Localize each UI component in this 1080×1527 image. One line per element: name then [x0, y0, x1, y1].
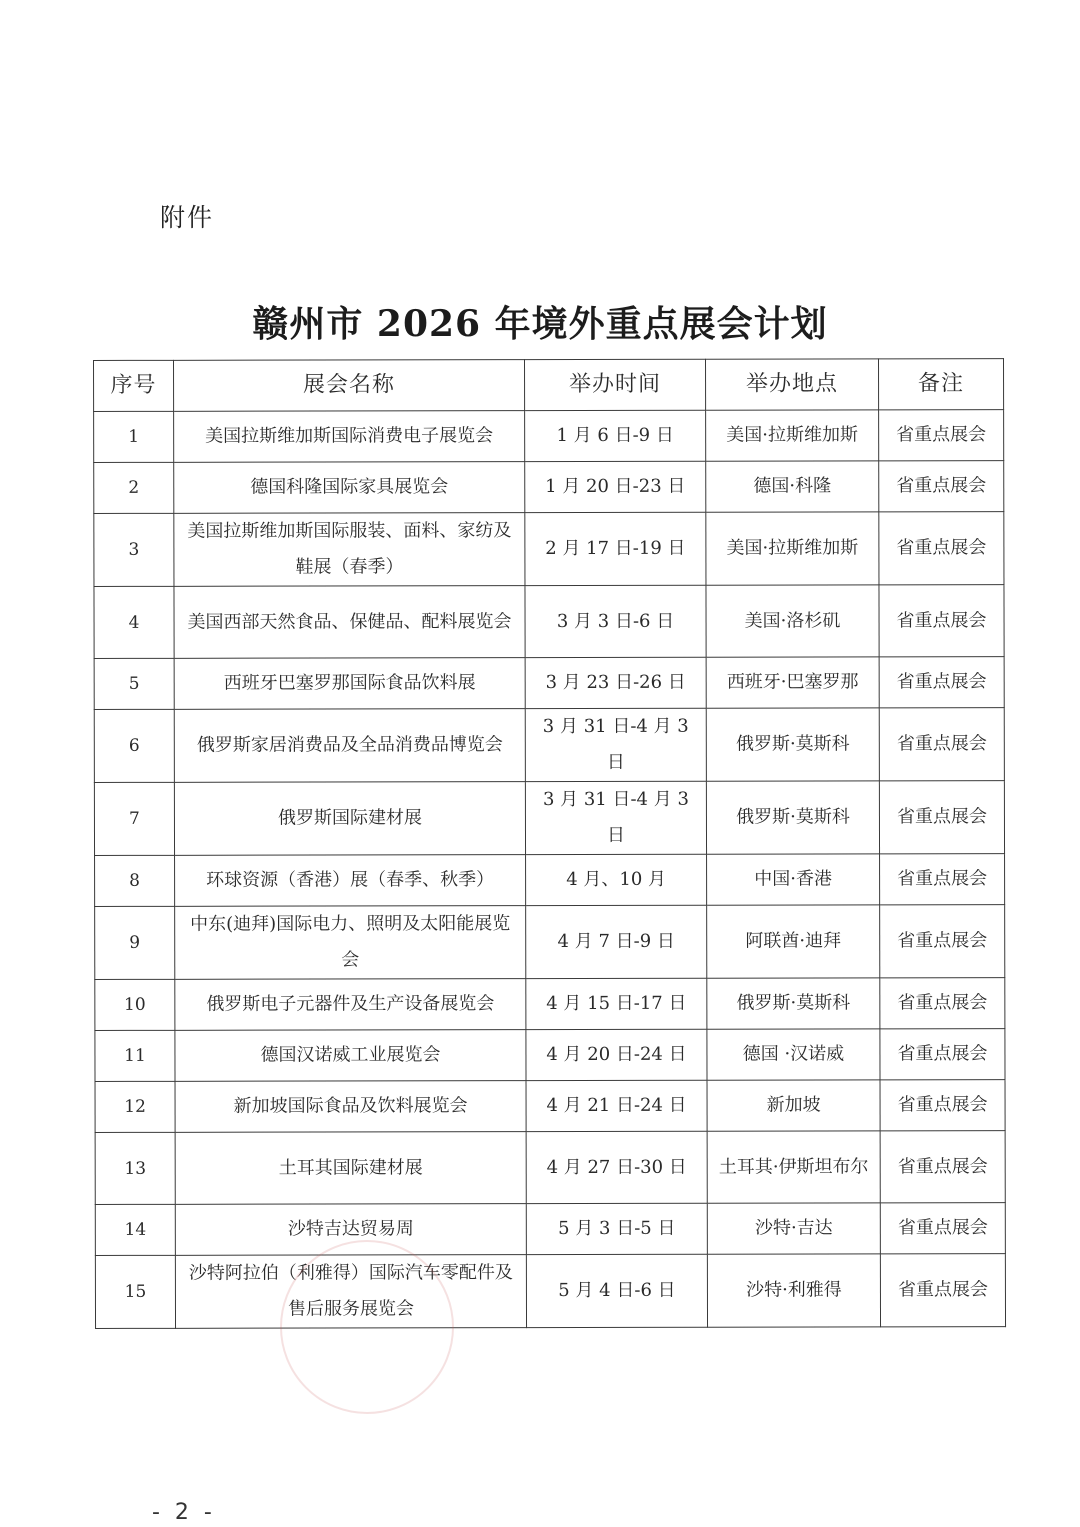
- cell-name: 土耳其国际建材展: [175, 1132, 526, 1205]
- table-row: [95, 1080, 1005, 1133]
- table-row: [95, 1131, 1005, 1205]
- cell-note: 省重点展会: [880, 1080, 1005, 1131]
- page-number: - 2 -: [152, 1500, 216, 1525]
- cell-place: 美国·拉斯维加斯: [706, 512, 879, 585]
- cell-place: 西班牙·巴塞罗那: [706, 657, 879, 708]
- cell-place: 德国·科隆: [706, 461, 879, 512]
- cell-seq: 7: [94, 782, 174, 855]
- cell-place: 中国·香港: [707, 854, 880, 905]
- header-name: 展会名称: [174, 360, 525, 412]
- cell-place: 新加坡: [707, 1080, 880, 1131]
- exhibition-plan-table-wrapper: [93, 358, 1005, 1329]
- cell-note: 省重点展会: [879, 512, 1004, 585]
- cell-name: 沙特阿拉伯（利雅得）国际汽车零配件及售后服务展览会: [175, 1255, 526, 1329]
- cell-name: 德国科隆国际家具展览会: [174, 462, 525, 514]
- cell-name: 新加坡国际食品及饮料展览会: [175, 1081, 526, 1133]
- cell-time: 2 月 17 日-19 日: [525, 512, 706, 585]
- attachment-label: 附件: [160, 203, 215, 232]
- header-note: 备注: [878, 359, 1003, 410]
- table-row: [94, 781, 1004, 856]
- header-place: 举办地点: [705, 359, 878, 410]
- cell-place: 俄罗斯·莫斯科: [707, 978, 880, 1029]
- cell-seq: 9: [95, 906, 175, 979]
- cell-name: 西班牙巴塞罗那国际食品饮料展: [174, 658, 525, 710]
- cell-place: 沙特·利雅得: [707, 1254, 880, 1327]
- cell-name: 德国汉诺威工业展览会: [175, 1030, 526, 1082]
- table-row: [95, 905, 1005, 980]
- cell-name: 环球资源（香港）展（春季、秋季）: [175, 855, 526, 907]
- cell-time: 4 月 27 日-30 日: [526, 1131, 707, 1203]
- cell-time: 5 月 3 日-5 日: [526, 1203, 707, 1254]
- cell-note: 省重点展会: [880, 978, 1005, 1029]
- cell-time: 1 月 6 日-9 日: [525, 410, 706, 461]
- table-row: [95, 1254, 1005, 1329]
- cell-time: 5 月 4 日-6 日: [526, 1254, 707, 1327]
- cell-seq: 4: [94, 586, 174, 658]
- cell-note: 省重点展会: [880, 1131, 1005, 1203]
- cell-seq: 3: [94, 513, 174, 586]
- cell-place: 德国 ·汉诺威: [707, 1029, 880, 1080]
- table-row: [94, 512, 1004, 587]
- cell-time: 3 月 3 日-6 日: [525, 585, 706, 657]
- cell-seq: 6: [94, 709, 174, 782]
- cell-name: 俄罗斯电子元器件及生产设备展览会: [175, 979, 526, 1031]
- table-row: [95, 1029, 1005, 1082]
- table-row: [95, 1203, 1005, 1256]
- cell-note: 省重点展会: [880, 1029, 1005, 1080]
- cell-name: 沙特吉达贸易周: [175, 1204, 526, 1256]
- table-row: [94, 708, 1004, 783]
- table-row: [94, 657, 1004, 710]
- cell-note: 省重点展会: [880, 905, 1005, 978]
- cell-note: 省重点展会: [879, 461, 1004, 512]
- cell-seq: 14: [95, 1204, 175, 1255]
- cell-place: 土耳其·伊斯坦布尔: [707, 1131, 880, 1203]
- table-body: [94, 410, 1006, 1329]
- cell-place: 沙特·吉达: [707, 1203, 880, 1254]
- header-time: 举办时间: [525, 359, 706, 410]
- cell-seq: 13: [95, 1132, 175, 1204]
- cell-time: 4 月、10 月: [526, 854, 707, 905]
- cell-seq: 8: [95, 855, 175, 906]
- table-header-row: [94, 359, 1004, 412]
- cell-note: 省重点展会: [880, 1254, 1005, 1327]
- cell-time: 1 月 20 日-23 日: [525, 461, 706, 512]
- table-row: [94, 410, 1004, 463]
- cell-seq: 5: [94, 658, 174, 709]
- cell-name: 俄罗斯家居消费品及全品消费品博览会: [174, 709, 525, 783]
- cell-name: 美国拉斯维加斯国际消费电子展览会: [174, 411, 525, 463]
- cell-place: 美国·洛杉矶: [706, 585, 879, 657]
- cell-name: 中东(迪拜)国际电力、照明及太阳能展览会: [175, 906, 526, 980]
- cell-note: 省重点展会: [879, 781, 1004, 854]
- table-row: [95, 854, 1005, 907]
- cell-time: 3 月 31 日-4 月 3 日: [525, 708, 706, 781]
- cell-note: 省重点展会: [880, 854, 1005, 905]
- cell-seq: 2: [94, 462, 174, 513]
- cell-note: 省重点展会: [879, 410, 1004, 461]
- table-row: [94, 585, 1004, 659]
- table-row: [95, 978, 1005, 1031]
- cell-name: 美国西部天然食品、保健品、配料展览会: [174, 586, 525, 659]
- table-row: [94, 461, 1004, 514]
- cell-seq: 11: [95, 1030, 175, 1081]
- cell-time: 4 月 21 日-24 日: [526, 1080, 707, 1131]
- cell-note: 省重点展会: [879, 657, 1004, 708]
- cell-note: 省重点展会: [879, 585, 1004, 657]
- official-seal-stamp: [280, 1240, 454, 1414]
- cell-time: 4 月 7 日-9 日: [526, 905, 707, 978]
- cell-note: 省重点展会: [880, 1203, 1005, 1254]
- exhibition-plan-table: [93, 358, 1006, 1329]
- cell-time: 4 月 15 日-17 日: [526, 978, 707, 1029]
- cell-seq: 10: [95, 979, 175, 1030]
- cell-name: 俄罗斯国际建材展: [174, 782, 525, 856]
- cell-time: 4 月 20 日-24 日: [526, 1029, 707, 1080]
- cell-place: 美国·拉斯维加斯: [706, 410, 879, 461]
- cell-note: 省重点展会: [879, 708, 1004, 781]
- cell-name: 美国拉斯维加斯国际服装、面料、家纺及鞋展（春季）: [174, 513, 525, 587]
- cell-seq: 15: [95, 1255, 175, 1328]
- document-title: 赣州市 2026 年境外重点展会计划: [252, 303, 828, 345]
- cell-seq: 1: [94, 411, 174, 462]
- cell-time: 3 月 23 日-26 日: [525, 657, 706, 708]
- cell-place: 俄罗斯·莫斯科: [706, 781, 879, 854]
- header-seq: 序号: [94, 360, 174, 411]
- cell-place: 阿联酋·迪拜: [707, 905, 880, 978]
- cell-place: 俄罗斯·莫斯科: [706, 708, 879, 781]
- cell-time: 3 月 31 日-4 月 3 日: [525, 781, 706, 854]
- cell-seq: 12: [95, 1081, 175, 1132]
